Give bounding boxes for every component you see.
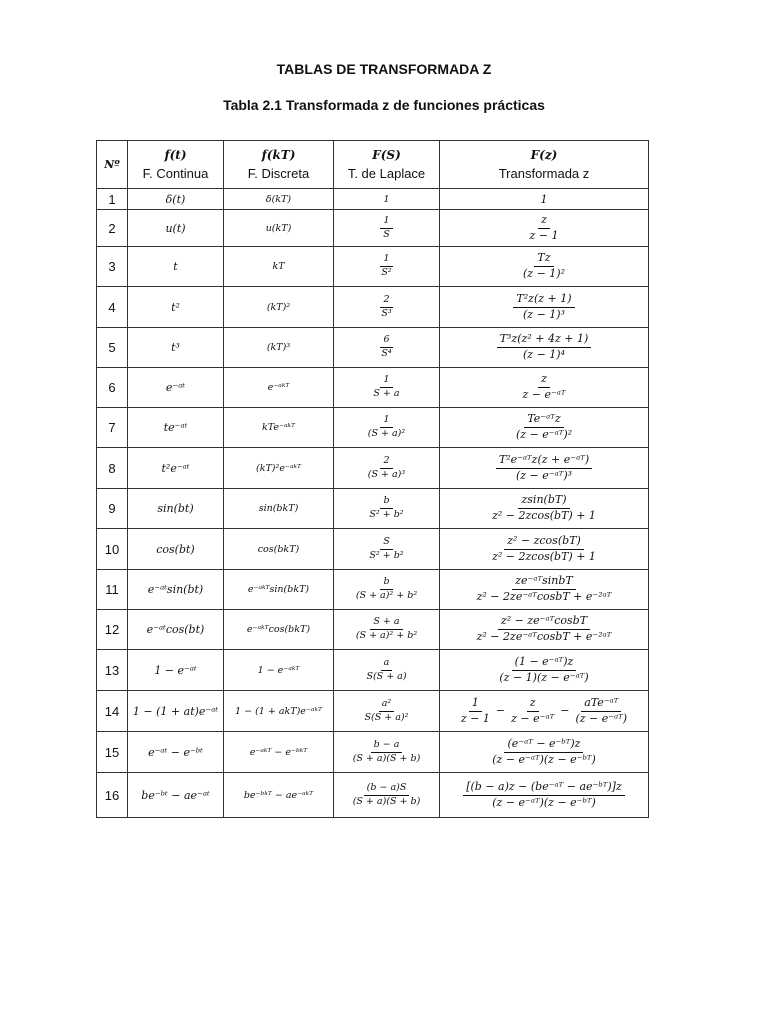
laplace-fraction	[378, 254, 394, 279]
laplace-denominator: (S + a)(S + b)	[352, 752, 421, 764]
header-z-label: Transformada z	[498, 166, 590, 181]
laplace-denominator: (S + a)² + b²	[355, 590, 418, 601]
z-transform-fraction	[520, 252, 568, 280]
cell-z-transform	[440, 189, 649, 210]
z-transform-numerator: z² − zcos(bT)	[504, 535, 584, 550]
cell-laplace	[334, 287, 440, 328]
laplace-denominator: S⁴	[381, 348, 392, 359]
cell-z-transform	[440, 448, 649, 489]
cell-number: 8	[97, 448, 128, 489]
cell-z-transform	[440, 247, 649, 287]
z-transform-denominator: (z − 1)⁴	[522, 348, 565, 361]
cell-number: 11	[97, 570, 128, 610]
table-title: Tabla 2.1 Transformada z de funciones prácticas	[223, 97, 545, 113]
header-row	[97, 141, 649, 189]
laplace-numerator: (b − a)S	[364, 783, 410, 796]
cell-z-transform	[440, 489, 649, 529]
laplace-numerator: 6	[380, 335, 392, 348]
header-discrete-label: F. Discreta	[247, 166, 310, 181]
z-transform-fraction	[489, 535, 599, 563]
cell-discrete: kT	[224, 247, 334, 287]
z-term-denominator: z − e⁻ᵃᵀ	[511, 711, 555, 725]
cell-laplace	[334, 732, 440, 773]
cell-continuous: δ(t)	[128, 189, 224, 210]
cell-laplace	[334, 773, 440, 818]
z-transform-numerator: z² − ze⁻ᵃᵀcosbT	[498, 615, 590, 630]
table-row	[97, 773, 649, 818]
header-continuous	[128, 141, 224, 189]
z-term-denominator: z − 1	[460, 711, 490, 725]
table-row	[97, 691, 649, 732]
laplace-denominator: S(S + a)	[366, 670, 407, 682]
header-discrete	[224, 141, 334, 189]
cell-continuous: u(t)	[128, 210, 224, 247]
laplace-fraction	[366, 537, 406, 562]
cell-z-transform	[440, 570, 649, 610]
z-transform-numerator: zsin(bT)	[518, 494, 569, 509]
cell-number: 1	[97, 189, 128, 210]
cell-z-transform	[440, 368, 649, 408]
cell-laplace	[334, 570, 440, 610]
laplace-denominator: S²	[381, 267, 392, 278]
cell-laplace	[334, 610, 440, 650]
cell-number: 9	[97, 489, 128, 529]
cell-number: 7	[97, 408, 128, 448]
cell-z-transform	[440, 691, 649, 732]
z-term-numerator: aTe⁻ᵃᵀ	[581, 697, 621, 712]
cell-discrete: u(kT)	[224, 210, 334, 247]
cell-z-transform	[440, 650, 649, 691]
z-transform-denominator: (z − e⁻ᵃᵀ)²	[515, 428, 573, 441]
z-transform-fraction	[496, 454, 592, 482]
z-transform-numerator: Tz	[534, 252, 553, 267]
header-laplace-label: T. de Laplace	[347, 166, 426, 181]
header-continuous-math: f(t)	[164, 148, 187, 162]
z-transform-fraction	[463, 781, 625, 809]
laplace-fraction	[378, 295, 394, 320]
z-term-numerator: 1	[469, 697, 482, 712]
z-term-denominator: (z − e⁻ᵃᵀ)	[575, 711, 628, 725]
z-term-fraction	[508, 697, 557, 725]
table-row	[97, 570, 649, 610]
z-transform-fraction	[474, 615, 615, 643]
table-body	[97, 189, 649, 818]
cell-z-transform	[440, 287, 649, 328]
z-transform-fraction	[496, 656, 591, 684]
laplace-fraction	[363, 658, 409, 683]
laplace-fraction	[350, 783, 424, 808]
cell-discrete: e⁻ᵃᵏᵀsin(bkT)	[224, 570, 334, 610]
cell-number: 4	[97, 287, 128, 328]
cell-laplace	[334, 691, 440, 732]
cell-continuous: cos(bt)	[128, 529, 224, 570]
z-transform-numerator: T²z(z + 1)	[513, 293, 574, 308]
cell-z-transform	[440, 408, 649, 448]
cell-z-transform	[440, 732, 649, 773]
cell-discrete: (kT)³	[224, 328, 334, 368]
laplace-fraction	[350, 740, 424, 765]
laplace-numerator: b − a	[371, 740, 403, 753]
z-transform-denominator: z² − 2ze⁻ᵃᵀcosbT + e⁻²ᵃᵀ	[476, 630, 612, 643]
table-row	[97, 529, 649, 570]
cell-continuous: t	[128, 247, 224, 287]
cell-z-transform	[440, 210, 649, 247]
z-transform-numerator: z	[538, 214, 550, 229]
z-transform-denominator: (z − e⁻ᵃᵀ)(z − e⁻ᵇᵀ)	[492, 752, 596, 766]
laplace-numerator: 1	[380, 216, 392, 229]
z-transform-fraction	[497, 333, 592, 361]
laplace-numerator: S	[380, 537, 393, 550]
cell-number: 10	[97, 529, 128, 570]
cell-number: 2	[97, 210, 128, 247]
cell-laplace	[334, 328, 440, 368]
cell-number: 15	[97, 732, 128, 773]
laplace-numerator: 2	[380, 456, 392, 469]
laplace-numerator: b	[380, 496, 392, 509]
cell-laplace	[334, 489, 440, 529]
cell-continuous: t²	[128, 287, 224, 328]
table-row	[97, 328, 649, 368]
cell-discrete: sin(bkT)	[224, 489, 334, 529]
cell-number: 3	[97, 247, 128, 287]
cell-continuous: e⁻ᵃᵗcos(bt)	[128, 610, 224, 650]
header-laplace	[334, 141, 440, 189]
cell-laplace	[334, 448, 440, 489]
cell-laplace	[334, 210, 440, 247]
laplace-denominator: (S + a)² + b²	[355, 630, 418, 641]
table-row	[97, 489, 649, 529]
header-laplace-math: F(S)	[372, 148, 401, 162]
z-transform-fraction	[489, 738, 599, 766]
table-row	[97, 408, 649, 448]
z-transform-fraction	[519, 373, 568, 401]
cell-continuous: e⁻ᵃᵗ − e⁻ᵇᵗ	[128, 732, 224, 773]
laplace-numerator: 1	[380, 254, 392, 267]
header-z	[440, 141, 649, 189]
z-transform-denominator: (z − 1)²	[523, 267, 565, 280]
laplace-fraction	[365, 456, 408, 481]
table-row	[97, 210, 649, 247]
cell-z-transform	[440, 610, 649, 650]
cell-discrete: δ(kT)	[224, 189, 334, 210]
cell-z-transform	[440, 773, 649, 818]
z-transform-fraction	[513, 293, 574, 321]
z-transform-fraction	[474, 575, 615, 603]
laplace-numerator: 2	[380, 295, 392, 308]
cell-laplace	[334, 189, 440, 210]
z-transform-fraction	[513, 413, 575, 441]
cell-discrete: (kT)²e⁻ᵃᵏᵀ	[224, 448, 334, 489]
z-transform-fraction	[526, 214, 561, 242]
cell-laplace	[334, 650, 440, 691]
cell-discrete: 1 − e⁻ᵃᵏᵀ	[224, 650, 334, 691]
table-row	[97, 732, 649, 773]
laplace-denominator: S² + b²	[369, 509, 404, 520]
laplace-denominator: (S + a)²	[367, 428, 406, 439]
cell-number: 6	[97, 368, 128, 408]
cell-continuous: te⁻ᵃᵗ	[128, 408, 224, 448]
cell-number: 14	[97, 691, 128, 732]
z-transform-numerator: ze⁻ᵃᵀsinbT	[512, 575, 576, 590]
cell-continuous: t³	[128, 328, 224, 368]
cell-continuous: t²e⁻ᵃᵗ	[128, 448, 224, 489]
cell-number: 13	[97, 650, 128, 691]
z-operator: −	[495, 704, 506, 717]
cell-number: 16	[97, 773, 128, 818]
cell-laplace	[334, 408, 440, 448]
cell-number: 12	[97, 610, 128, 650]
laplace-numerator: 1	[380, 375, 392, 388]
z-transform-denominator: z² − 2zcos(bT) + 1	[492, 549, 596, 563]
cell-z-transform	[440, 328, 649, 368]
z-term-fraction	[572, 697, 630, 725]
header-z-math: F(z)	[530, 148, 558, 162]
laplace-numerator: 1	[380, 415, 392, 428]
cell-continuous: e⁻ᵃᵗ	[128, 368, 224, 408]
cell-discrete: cos(bkT)	[224, 529, 334, 570]
cell-discrete: (kT)²	[224, 287, 334, 328]
laplace-fraction	[370, 375, 402, 400]
z-transform-denominator: (z − e⁻ᵃᵀ)(z − e⁻ᵇᵀ)	[492, 795, 596, 809]
cell-discrete: e⁻ᵃᵏᵀ	[224, 368, 334, 408]
cell-continuous: 1 − e⁻ᵃᵗ	[128, 650, 224, 691]
z-transform-denominator: z − e⁻ᵃᵀ	[522, 388, 566, 401]
cell-discrete: be⁻ᵇᵏᵀ − ae⁻ᵃᵏᵀ	[224, 773, 334, 818]
table-row	[97, 650, 649, 691]
cell-continuous: 1 − (1 + at)e⁻ᵃᵗ	[128, 691, 224, 732]
document-title: TABLAS DE TRANSFORMADA Z	[276, 61, 492, 77]
cell-discrete: 1 − (1 + akT)e⁻ᵃᵏᵀ	[224, 691, 334, 732]
table-row	[97, 448, 649, 489]
cell-continuous: be⁻ᵇᵗ − ae⁻ᵃᵗ	[128, 773, 224, 818]
laplace-value: 1	[383, 193, 390, 205]
header-continuous-label: F. Continua	[142, 166, 209, 181]
z-operator: −	[560, 704, 570, 717]
cell-discrete: e⁻ᵃᵏᵀ − e⁻ᵇᵏᵀ	[224, 732, 334, 773]
laplace-denominator: (S + a)(S + b)	[352, 795, 421, 807]
cell-laplace	[334, 247, 440, 287]
laplace-denominator: S² + b²	[369, 549, 404, 561]
z-transform-denominator: (z − e⁻ᵃᵀ)³	[515, 468, 573, 482]
cell-continuous: sin(bt)	[128, 489, 224, 529]
laplace-fraction	[362, 699, 412, 724]
laplace-numerator: S + a	[370, 617, 402, 630]
laplace-denominator: S	[383, 228, 390, 240]
laplace-denominator: S(S + a)²	[364, 711, 409, 723]
cell-number: 5	[97, 328, 128, 368]
z-transform-fraction	[489, 494, 599, 522]
table-row	[97, 287, 649, 328]
z-term-numerator: z	[527, 697, 539, 712]
z-transform-numerator: Te⁻ᵃᵀz	[524, 413, 563, 428]
z-transform-numerator: (e⁻ᵃᵀ − e⁻ᵇᵀ)z	[504, 738, 583, 753]
cell-z-transform	[440, 529, 649, 570]
z-term-fraction	[458, 697, 493, 725]
laplace-denominator: S + a	[373, 388, 400, 399]
laplace-fraction	[353, 577, 420, 602]
cell-laplace	[334, 529, 440, 570]
cell-discrete: e⁻ᵃᵏᵀcos(bkT)	[224, 610, 334, 650]
z-transform-value: 1	[540, 192, 548, 206]
laplace-fraction	[366, 496, 406, 521]
z-transform-denominator: (z − 1)(z − e⁻ᵃᵀ)	[499, 670, 589, 684]
z-transform-numerator: T²e⁻ᵃᵀz(z + e⁻ᵃᵀ)	[496, 454, 592, 469]
laplace-denominator: S³	[381, 307, 392, 319]
header-number-label: Nº	[104, 158, 120, 171]
z-transform-denominator: z − 1	[529, 228, 559, 242]
laplace-numerator: b	[380, 577, 392, 590]
laplace-numerator: a	[381, 658, 393, 671]
z-transform-numerator: (1 − e⁻ᵃᵀ)z	[512, 656, 577, 671]
laplace-fraction	[378, 335, 394, 360]
z-transform-numerator: [(b − a)z − (be⁻ᵃᵀ − ae⁻ᵇᵀ)]z	[463, 781, 625, 796]
z-transform-denominator: (z − 1)³	[522, 307, 565, 321]
table-row	[97, 610, 649, 650]
z-transform-numerator: T³z(z² + 4z + 1)	[497, 333, 592, 348]
table-row	[97, 368, 649, 408]
z-transform-denominator: z² − 2ze⁻ᵃᵀcosbT + e⁻²ᵃᵀ	[476, 590, 612, 603]
cell-continuous: e⁻ᵃᵗsin(bt)	[128, 570, 224, 610]
laplace-fraction	[380, 216, 393, 241]
z-transform-denominator: z² − 2zcos(bT) + 1	[492, 509, 596, 522]
z-transform-numerator: z	[538, 373, 550, 388]
header-number	[97, 141, 128, 189]
table-row	[97, 189, 649, 210]
table-row	[97, 247, 649, 287]
header-discrete-math: f(kT)	[261, 148, 296, 162]
laplace-numerator: a²	[379, 699, 394, 712]
cell-discrete: kTe⁻ᵃᵏᵀ	[224, 408, 334, 448]
z-transform-table	[96, 140, 649, 818]
laplace-fraction	[365, 415, 408, 440]
cell-laplace	[334, 368, 440, 408]
laplace-denominator: (S + a)³	[367, 468, 406, 480]
laplace-fraction	[353, 617, 420, 642]
